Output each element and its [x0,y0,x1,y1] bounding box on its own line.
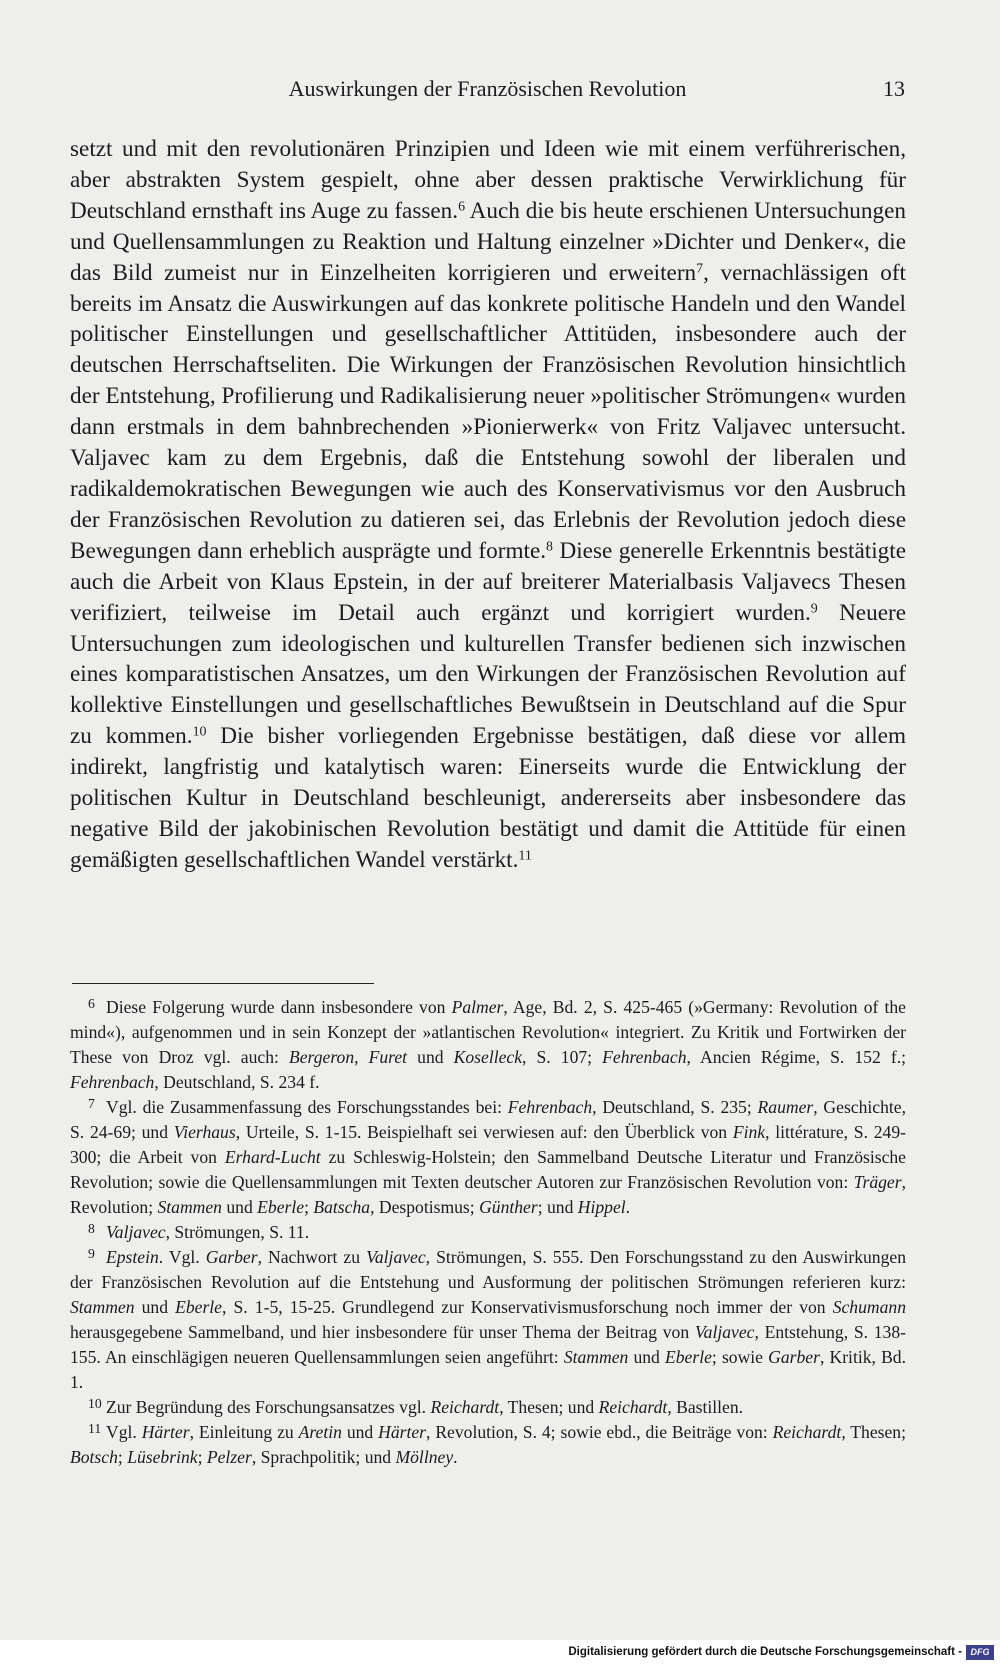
funding-credit: Digitalisierung gefördert durch die Deutsche Forschungsgemeinschaft - [568,1646,962,1658]
author-name: Bergeron [288,1047,355,1067]
author-name: Valjavec [106,1222,166,1242]
author-name: Reichardt [430,1397,500,1417]
footnote-text: , Thesen; [841,1422,906,1442]
footnote-text: , Sprachpolitik; und [251,1447,396,1467]
footnote-text: und [134,1297,176,1317]
footnote-10: 10 Zur Begründung des Forschungsansatzes vgl. Reichardt, Thesen; und Reichardt, Bastillen. [88,1396,744,1417]
footnote-8: 8 Valjavec, Strömungen, S. 11. [88,1221,310,1242]
footnote-text: zu Schleswig-Holstein; den Sammelband Deutsche Literatur und Französische Revolution; sowie die Quellensammlungen mit Texten deutscher Autoren zur Französischen Revolution von: [70,1147,906,1192]
footnote-text: ; und [537,1197,578,1217]
footnote-text: , Ancien Régime, S. 152 f.; [686,1047,906,1067]
footnote-text: ; [304,1197,314,1217]
author-name: Fehrenbach [602,1047,687,1067]
footnote-ref-9: 9 [810,600,818,616]
footnote-text: , [354,1047,369,1067]
footnote-text: , Age, Bd. 2, S. 425-465 (»Germany: Revolution of the mind«), aufgenommen und in sein Konzept der »atlantischen Revolution« integriert. Zu Kritik und Fortwirken der These von Droz vgl. auch: [70,997,906,1067]
author-name: Reichardt [598,1397,668,1417]
footnote-text: und [407,1047,454,1067]
author-name: Härter [141,1422,190,1442]
footnote-text: Vgl. [106,1422,142,1442]
author-name: Koselleck [453,1047,523,1067]
author-name: Stammen [563,1347,629,1367]
footnote-text: Zur Begründung des Forschungsansatzes vgl. [106,1397,431,1417]
footnote-text: ; [117,1447,128,1467]
footnote-text: , Urteile, S. 1-15. Beispielhaft sei verwiesen auf: den Überblick von [235,1122,733,1142]
footnote-text: , Strömungen, S. 11. [165,1222,310,1242]
footnote-11: 11 Vgl. Härter, Einleitung zu Aretin und Härter, Revolution, S. 4; sowie ebd., die Beiträge von: Reichardt, Thesen; Botsch; Lüsebrink; Pelzer, Sprachpolitik; und Möllney. [70,1421,906,1467]
footnote-ref-8: 8 [546,539,553,555]
author-name: Aretin [298,1422,342,1442]
body-text-part: , vernachlässigen oft bereits im Ansatz die Auswirkungen auf das konkrete politische Handeln und den Wandel politischer Einstellungen und gesellschaftlicher Attitüden, insbesondere auch der deutschen Herrschaftseliten. Die Wirkungen der Französischen Revolution hinsichtlich der Entstehung, Profilierung und Radikalisierung neuer »politischer Strömungen« wurden dann erstmals in dem bahnbrechenden »Pionierwerk« von Fritz Valjavec untersucht. Valjavec kam zu dem Ergebnis, daß die Entstehung sowohl der liberalen und radikaldemokratischen Bewegungen wie auch des Konservativismus vor den Ausbruch der Französischen Revolution zu datieren sei, das Erlebnis der Revolution jedoch diese Bewegungen dann erheblich ausprägte und formte. [70,259,906,564]
author-name: Batscha [313,1197,371,1217]
author-name: Eberle [257,1197,305,1217]
dfg-logo: DFG [966,1645,994,1660]
author-name: Günther [479,1197,538,1217]
author-name: Pelzer [206,1447,252,1467]
body-text-part: Neuere Untersuchungen zum ideologischen und kulturellen Transfer bedienen sich inzwischen eines komparatistischen Ansatzes, um den Wirkungen der Französischen Revolution auf kollektive Einstellungen und gesellschaftliches Bewußtsein in Deutschland auf die Spur zu kommen. [70,599,906,750]
body-text-part: Diese generelle Erkenntnis bestätigte auch die Arbeit von Klaus Epstein, in der auf breiterer Materialbasis Valjavecs Thesen verifiziert, teilweise im Detail auch ergänzt und korrigiert wurden. [70,537,907,626]
author-name: Fehrenbach [70,1072,155,1092]
author-name: Hippel [577,1197,626,1217]
footnote-text: , Nachwort zu [257,1247,367,1267]
author-name: Erhard-Lucht [224,1147,321,1167]
footnote-9: 9 Epstein. Vgl. Garber, Nachwort zu Valjavec, Strömungen, S. 555. Den Forschungsstand zu den Auswirkungen der Französischen Revolution auf die Entstehung und Ausformung der politischen Strömungen referieren kurz: Stammen und Eberle, S. 1-5, 15-25. Grundlegend zur Konservativismusforschung noch immer der von Schumann herausgegebene Sammelband, und hier insbesondere für unser Thema der Beitrag von Valjavec, Entstehung, S. 138-155. An einschlägigen neueren Quellensammlungen seien angeführt: Stammen und Eberle; sowie Garber, Kritik, Bd. 1. [70,1246,907,1392]
footnote-text: , Kritik, Bd. 1. [70,1347,906,1392]
body-text-part: Die bisher vorliegenden Ergebnisse bestätigen, daß diese vor allem indirekt, langfristig und katalytisch waren: Einerseits wurde die Entwicklung der politischen Kultur in Deutschland beschleunigt, andererseits aber insbesondere das negative Bild der jakobinischen Revolution bestätigt und damit die Attitüde für einen gemäßigten gesellschaftlichen Wandel verstärkt. [70,723,906,873]
author-name: Härter [378,1422,427,1442]
author-name: Valjavec [694,1322,755,1342]
footnote-text: , Geschichte, S. 24-69; und [70,1097,906,1142]
footnote-text: herausgegebene Sammelband, und hier insbesondere für unser Thema der Beitrag von [70,1322,695,1342]
body-text-part: setzt und mit den revolutionären Prinzipien und Ideen wie mit einem verführerischen, aber abstrakten System gespielt, ohne aber dessen praktische Verwirklichung für Deutschland ernsthaft ins Auge zu fassen. [70,136,906,224]
body-text-part: Auch die bis heute erschienen Untersuchungen und Quellensammlungen zu Reaktion und Haltung einzelner »Dichter und Denker«, die das Bild zumeist nur in Einzelheiten korrigieren und erweitern [70,197,906,286]
footnote-text: , S. 1-5, 15-25. Grundlegend zur Konservativismusforschung noch immer der von [222,1297,833,1317]
author-name: Raumer [757,1097,814,1117]
author-name: Stammen [157,1197,222,1217]
running-header [70,74,905,104]
footnote-text: , littérature, S. 249-300; die Arbeit von [70,1122,906,1167]
footnote-text: , Einleitung zu [189,1422,299,1442]
running-title: Auswirkungen der Französischen Revolution [288,76,687,101]
author-name: Botsch [70,1447,118,1467]
main-paragraph [70,134,906,876]
footnote-text: , Deutschland, S. 234 f. [154,1072,320,1092]
author-name: Vierhaus [173,1122,236,1142]
footnote-text: ; sowie [711,1347,769,1367]
author-name: Träger [853,1172,902,1192]
footnote-text: , Revolution, S. 4; sowie ebd., die Beiträge von: [426,1422,773,1442]
footnote-6: 6 Diese Folgerung wurde dann insbesondere von Palmer, Age, Bd. 2, S. 425-465 (»Germany: Revolution of the mind«), aufgenommen und in sein Konzept der »atlantischen Revolution« integriert. Zu Kritik und Fortwirken der These von Droz vgl. auch: Bergeron, Furet und Koselleck, S. 107; Fehrenbach, Ancien Régime, S. 152 f.; Fehrenbach, Deutschland, S. 234 f. [70,996,906,1092]
author-name: Garber [768,1347,820,1367]
footnote-text: , Strömungen, S. 555. Den Forschungsstand zu den Auswirkungen der Französischen Revolution auf die Entstehung und Ausformung der politischen Strömungen referieren kurz: [70,1247,907,1292]
footnote-ref-11: 11 [518,848,532,864]
footnote-text: und [628,1347,665,1367]
author-name: Fink [732,1122,766,1142]
author-name: Schumann [832,1297,906,1317]
footnote-text: , S. 107; [522,1047,603,1067]
footnote-text: Diese Folgerung wurde dann insbesondere von [106,997,452,1017]
digitization-footer [0,1640,1000,1665]
author-name: Valjavec [366,1247,426,1267]
footnote-ref-10: 10 [192,724,207,740]
footnote-text: . Vgl. [158,1247,206,1267]
footnote-text: , Bastillen. [667,1397,744,1417]
author-name: Fehrenbach [507,1097,593,1117]
author-name: Möllney [395,1447,454,1467]
author-name: Stammen [70,1297,135,1317]
footnote-text: , Entstehung, S. 138-155. An einschlägigen neueren Quellensammlungen seien angeführt: [70,1322,906,1367]
page-number: 13 [883,76,905,101]
footnote-text: . [625,1197,631,1217]
footnote-text: , Despotismus; [370,1197,480,1217]
footnote-text: und [341,1422,379,1442]
footnote-text: , Deutschland, S. 235; [592,1097,758,1117]
author-name: Reichardt [772,1422,842,1442]
author-name: Palmer [451,997,504,1017]
footnote-ref-6: 6 [458,199,466,215]
footnote-text: . [453,1447,458,1467]
footnote-7: 7 Vgl. die Zusammenfassung des Forschungsstandes bei: Fehrenbach, Deutschland, S. 235; Raumer, Geschichte, S. 24-69; und Vierhaus, Urteile, S. 1-15. Beispielhaft sei verwiesen auf: den Überblick von Fink, littérature, S. 249-300; die Arbeit von Erhard-Lucht zu Schleswig-Holstein; den Sammelband Deutsche Literatur und Französische Revolution; sowie die Quellensammlungen mit Texten deutscher Autoren zur Französischen Revolution von: Träger, Revolution; Stammen und Eberle; Batscha, Despotismus; Günther; und Hippel. [70,1096,906,1217]
footnote-text: und [221,1197,258,1217]
author-name: Epstein [106,1247,159,1267]
footnote-separator [72,983,374,984]
footnote-ref-7: 7 [696,260,704,276]
author-name: Lüsebrink [127,1447,198,1467]
author-name: Eberle [175,1297,222,1317]
footnote-text: ; [197,1447,207,1467]
footnote-text: Vgl. die Zusammenfassung des Forschungsstandes bei: [106,1097,508,1117]
author-name: Eberle [665,1347,712,1367]
footnote-text: , Thesen; und [499,1397,599,1417]
author-name: Garber [205,1247,258,1267]
author-name: Furet [368,1047,408,1067]
footnote-text: , Revolution; [70,1172,906,1217]
footnotes [70,995,906,1470]
